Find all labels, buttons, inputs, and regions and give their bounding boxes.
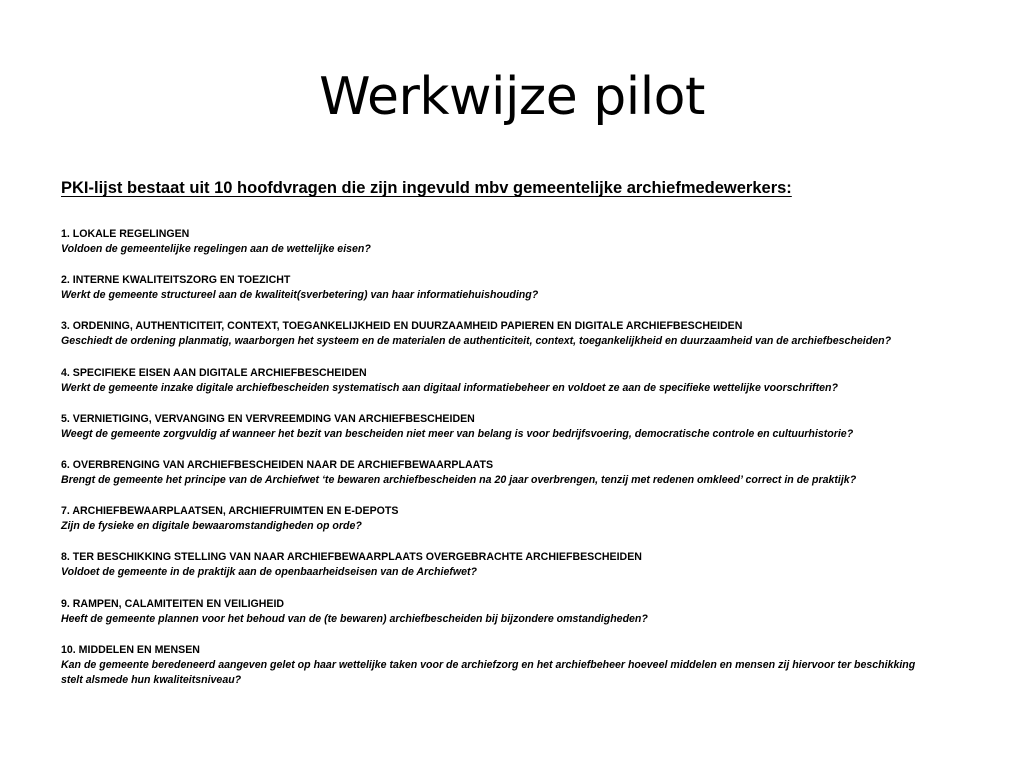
slide-title: Werkwijze pilot [319, 67, 705, 127]
question-text: Heeft de gemeente plannen voor het behoud van de (te bewaren) archiefbescheiden bij bijzondere omstandigheden? [61, 612, 648, 625]
question-item-4 [61, 366, 1001, 412]
question-text: Voldoen de gemeentelijke regelingen aan de wettelijke eisen? [61, 243, 371, 255]
question-text: Kan de gemeente beredeneerd aangeven gelet op haar wettelijke taken voor de archiefzorg en het archiefbeheer hoeveel middelen en mensen zij hiervoor ter beschikking [61, 658, 916, 671]
question-text: Weegt de gemeente zorgvuldig af wanneer het bezit van bescheiden niet meer van belang is voor bedrijfsvoering, democratische controle en cultuurhistorie? [61, 427, 854, 440]
question-heading: 2. INTERNE KWALITEITSZORG EN TOEZICHT [61, 274, 291, 287]
question-text: Geschiedt de ordening planmatig, waarborgen het systeem en de materialen de authenticiteit, context, toegankelijkheid en duurzaamheid van de archiefbescheiden? [61, 335, 892, 348]
question-item-8 [61, 550, 1001, 596]
question-item-7 [61, 504, 1001, 550]
question-text-continued: stelt alsmede hun kwaliteitsniveau? [61, 673, 242, 686]
question-item-5 [61, 412, 1001, 458]
question-text: Werkt de gemeente inzake digitale archiefbescheiden systematisch aan digitaal informatiebeheer en voldoet ze aan de specifieke wettelijke voorschriften? [61, 381, 838, 394]
question-heading: 6. OVERBRENGING VAN ARCHIEFBESCHEIDEN NAAR DE ARCHIEFBEWAARPLAATS [61, 458, 494, 471]
question-heading: 4. SPECIFIEKE EISEN AAN DIGITALE ARCHIEFBESCHEIDEN [61, 366, 367, 379]
question-heading: 5. VERNIETIGING, VERVANGING EN VERVREEMDING VAN ARCHIEFBESCHEIDEN [61, 412, 475, 425]
question-item-10 [61, 643, 1001, 689]
question-heading: 3. ORDENING, AUTHENTICITEIT, CONTEXT, TOEGANKELIJKHEID EN DUURZAAMHEID PAPIEREN EN DIGITALE ARCHIEFBESCHEIDEN [61, 320, 743, 333]
question-item-9 [61, 597, 1001, 643]
question-text: Brengt de gemeente het principe van de Archiefwet ‘te bewaren archiefbescheiden na 20 jaar overbrengen, tenzij met redenen omkleed’ correct in de praktijk? [61, 473, 857, 486]
question-heading: 9. RAMPEN, CALAMITEITEN EN VEILIGHEID [61, 597, 285, 610]
question-heading: 10. MIDDELEN EN MENSEN [61, 643, 200, 656]
question-item-1 [61, 227, 1001, 273]
question-list [61, 227, 1001, 689]
question-heading: 1. LOKALE REGELINGEN [61, 228, 190, 240]
question-text: Werkt de gemeente structureel aan de kwaliteit(sverbetering) van haar informatiehuishouding? [61, 289, 539, 302]
question-text: Zijn de fysieke en digitale bewaaromstandigheden op orde? [61, 520, 362, 533]
intro-text: PKI-lijst bestaat uit 10 hoofdvragen die zijn ingevuld mbv gemeentelijke archiefmedewerkers: [61, 179, 792, 197]
question-item-3 [61, 319, 1001, 365]
question-text: Voldoet de gemeente in de praktijk aan de openbaarheidseisen van de Archiefwet? [61, 566, 478, 579]
question-heading: 7. ARCHIEFBEWAARPLAATSEN, ARCHIEFRUIMTEN EN E-DEPOTS [61, 505, 399, 518]
question-heading: 8. TER BESCHIKKING STELLING VAN NAAR ARCHIEFBEWAARPLAATS OVERGEBRACHTE ARCHIEFBESCHEIDEN [61, 551, 642, 564]
question-item-6 [61, 458, 1001, 504]
question-item-2 [61, 273, 1001, 319]
